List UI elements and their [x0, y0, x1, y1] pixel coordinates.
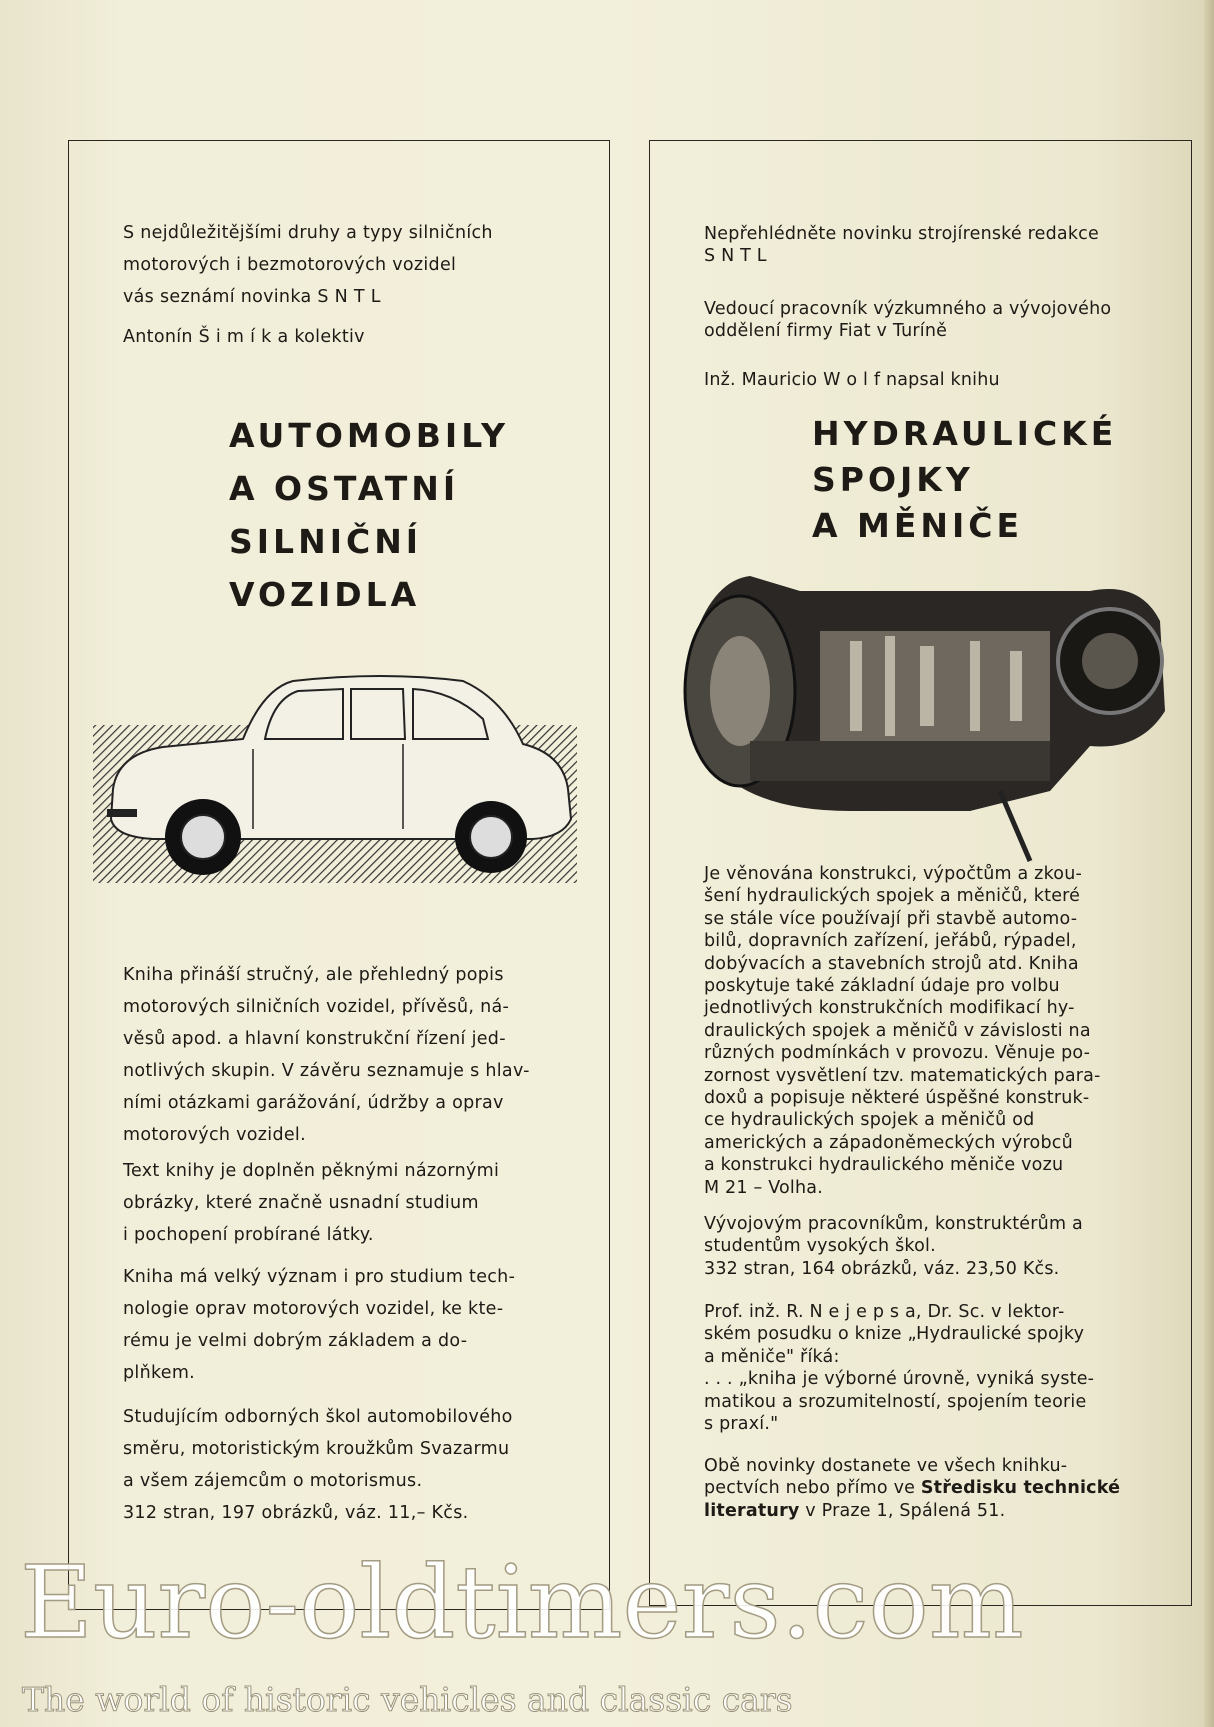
- right-description: Je věnována konstrukci, výpočtům a zkou- šení hydraulických spojek a měničů, které se stále více používají při stavbě automo- bilů, dopravních zařízení, jeřábů, rýpadel, dobývacích a stavebních strojů atd. Kniha poskytuje také základní údaje pro volbu jednotlivých konstrukčních modifikací hy- draulických spojek a měničů v závislosti na různých podmínkách v provozu. Věnuje po- zornost vysvětlení tzv. matematických para- doxů a popisuje některé úspěšné konstruk- ce hydraulických spojek a měničů od amerických a západoněmeckých výrobců a konstrukci hydraulického měniče vozu M 21 – Volha.: [704, 864, 1101, 1198]
- left-book-title: AUTOMOBILY A OSTATNÍ SILNIČNÍ VOZIDLA: [229, 416, 509, 614]
- left-author: Antonín Š i m í k a kolektiv: [123, 327, 365, 347]
- left-paragraph-4: Studujícím odborných škol automobilového směru, motoristickým kroužkům Svazarmu a všem zájemcům o motorismus. 312 stran, 197 obrázků, váz. 11,– Kčs.: [123, 1407, 513, 1523]
- right-availability: [704, 1455, 1120, 1522]
- left-paragraph-3: Kniha má velký význam i pro studium tech- nologie oprav motorových vozidel, ke kte- rému je velmi dobrým základem a do- plňkem.: [123, 1267, 516, 1383]
- left-paragraph-2: Text knihy je doplněn pěknými názornými obrázky, které značně usnadní studium i pochopení probírané látky.: [123, 1161, 500, 1245]
- right-author: Inž. Mauricio W o l f napsal knihu: [704, 370, 1000, 390]
- publisher-name: Středisku technické: [920, 1478, 1121, 1499]
- car-illustration: [93, 659, 577, 887]
- availability-text: Obě novinky dostanete ve všech knihku- pectvích nebo přímo ve: [704, 1456, 1068, 1499]
- right-intro: Nepřehlédněte novinku strojírenské redakce S N T L: [704, 224, 1099, 267]
- page-edge: [1204, 0, 1214, 1727]
- right-advertisement: [649, 140, 1192, 1606]
- right-author-position: Vedoucí pracovník výzkumného a vývojového oddělení firmy Fiat v Turíně: [704, 299, 1112, 342]
- watermark-title: Euro-oldtimers.com: [20, 1544, 1024, 1661]
- right-review-quote: Prof. inž. R. N e j e p s a, Dr. Sc. v lektor- ském posudku o knize „Hydraulické spojky a měniče" říká: . . . „kniha je výborné úrovně, vyniká syste- matikou a srozumitelností, spojením teorie s praxí.": [704, 1302, 1095, 1435]
- right-book-title: HYDRAULICKÉ SPOJKY A MĚNIČE: [812, 414, 1118, 545]
- left-intro: S nejdůležitějšími druhy a typy silničních motorových i bezmotorových vozidel vás seznámí novinka S N T L: [123, 223, 493, 307]
- publisher-address: v Praze 1, Spálená 51.: [799, 1500, 1006, 1521]
- watermark-subtitle: The world of historic vehicles and classic cars: [22, 1680, 793, 1719]
- publisher-name-cont: literatury: [704, 1500, 800, 1521]
- left-advertisement: [68, 140, 610, 1610]
- right-audience-and-price: Vývojovým pracovníkům, konstruktérům a studentům vysokých škol. 332 stran, 164 obrázků, váz. 23,50 Kčs.: [704, 1214, 1083, 1279]
- left-paragraph-1: Kniha přináší stručný, ale přehledný popis motorových silničních vozidel, přívěsů, ná- věsů apod. a hlavní konstrukční řízení jed- notlivých skupin. V závěru seznamuje s hlav- ními otázkami garážování, údržby a oprav motorových vozidel.: [123, 965, 530, 1145]
- transmission-cutaway-illustration: [670, 561, 1170, 879]
